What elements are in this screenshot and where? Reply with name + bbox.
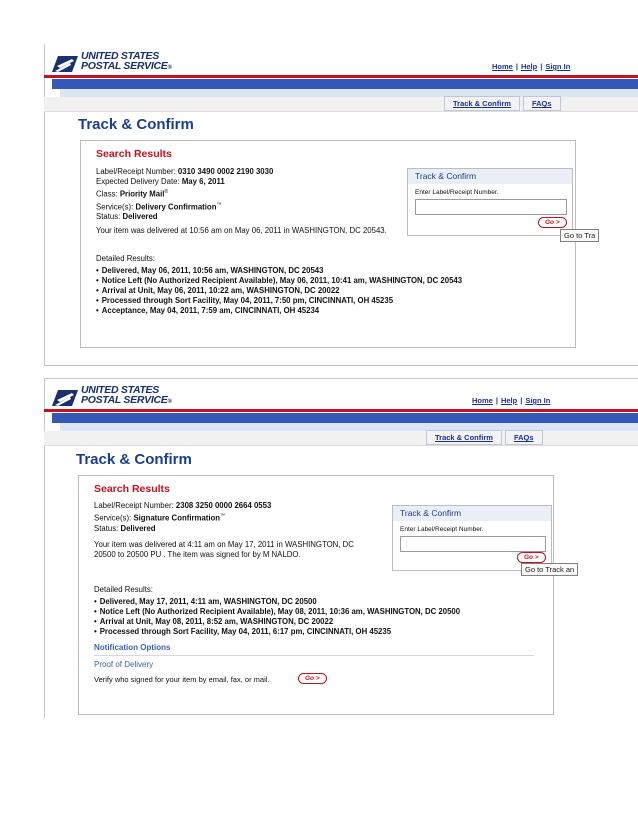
track-confirm-box bbox=[392, 505, 552, 571]
detailed-results-list bbox=[94, 597, 460, 637]
usps-logo[interactable] bbox=[52, 386, 172, 407]
class-value: Priority Mail bbox=[119, 189, 165, 199]
tab-track-confirm[interactable]: Track & Confirm bbox=[426, 430, 502, 445]
link-separator: | bbox=[540, 62, 543, 71]
detail-item: • Processed through Sort Facility, May 04, 2011, 7:50 pm, CINCINNATI, OH 45235 bbox=[96, 296, 462, 306]
tab-faqs[interactable]: FAQs bbox=[505, 430, 543, 445]
logo-line-1: UNITED STATES bbox=[81, 50, 159, 62]
label-prefix: Label/Receipt Number: bbox=[94, 501, 176, 510]
class-mark: ® bbox=[164, 189, 169, 195]
logo-mark: ® bbox=[167, 398, 172, 405]
link-separator: | bbox=[495, 396, 498, 405]
tooltip: Go to Tra bbox=[560, 229, 599, 242]
screenshot-1 bbox=[0, 44, 638, 366]
services-prefix: Service(s): bbox=[94, 513, 134, 523]
label-prefix: Label/Receipt Number: bbox=[96, 167, 178, 176]
detail-item: • Delivered, May 17, 2011, 4:11 am, WASHINGTON, DC 20500 bbox=[94, 597, 460, 607]
label-number-prompt: Enter Label/Receipt Number. bbox=[415, 189, 499, 196]
logo-line-2: POSTAL SERVICE bbox=[81, 393, 168, 406]
detail-item: • Processed through Sort Facility, May 04, 2011, 6:17 pm, CINCINNATI, OH 45235 bbox=[94, 627, 460, 637]
red-stripe bbox=[44, 75, 638, 78]
window-edge-top bbox=[44, 378, 638, 379]
nav-bar bbox=[44, 431, 638, 446]
delivered-message: Your item was delivered at 10:56 am on May 06, 2011 in WASHINGTON, DC 20543. bbox=[96, 226, 387, 235]
nav-tabs bbox=[444, 96, 561, 111]
top-links bbox=[492, 62, 570, 71]
label-number: 2308 3250 0000 2664 0553 bbox=[175, 501, 272, 510]
status-value: Delivered bbox=[122, 212, 158, 222]
search-results-title: Search Results bbox=[96, 148, 172, 160]
search-results-title: Search Results bbox=[94, 483, 170, 495]
detail-item: • Notice Left (No Authorized Recipient Available), May 08, 2011, 10:36 am, WASHINGTON, DC 20500 bbox=[94, 607, 460, 617]
window-edge-bottom bbox=[44, 365, 638, 366]
notification-options-heading[interactable]: Notification Options bbox=[94, 643, 171, 652]
services-mark: ™ bbox=[216, 201, 222, 208]
tab-track-confirm[interactable]: Track & Confirm bbox=[444, 96, 520, 111]
detail-item: • Notice Left (No Authorized Recipient Available), May 06, 2011, 10:41 am, WASHINGTON, DC 20543 bbox=[96, 276, 462, 286]
eagle-icon bbox=[52, 54, 78, 72]
track-confirm-box bbox=[407, 168, 573, 236]
logo-mark: ® bbox=[167, 64, 172, 71]
detailed-results-list bbox=[96, 266, 462, 316]
help-link[interactable]: Help bbox=[520, 62, 538, 71]
usps-logo[interactable] bbox=[52, 52, 172, 73]
logo-line-2: POSTAL SERVICE bbox=[81, 59, 168, 72]
delivered-message: Your item was delivered at 4:11 am on May 17, 2011 in WASHINGTON, DC 20500 to 20500 PU . The item was signed for by M NALDO. bbox=[94, 540, 354, 559]
home-link[interactable]: Home bbox=[472, 396, 493, 405]
tooltip: Go to Track an bbox=[521, 563, 578, 576]
class-prefix: Class: bbox=[96, 189, 120, 199]
link-separator: | bbox=[520, 396, 523, 405]
status-prefix: Status: bbox=[94, 523, 121, 533]
blue-stripe bbox=[52, 79, 638, 89]
services-prefix: Service(s): bbox=[96, 202, 136, 212]
expected-date: May 6, 2011 bbox=[181, 177, 225, 186]
label-number-input[interactable] bbox=[400, 536, 546, 552]
nav-tabs bbox=[426, 430, 543, 445]
detail-item: • Arrival at Unit, May 06, 2011, 10:22 am, WASHINGTON, DC 20022 bbox=[96, 286, 462, 296]
proof-of-delivery-link[interactable]: Proof of Delivery bbox=[94, 660, 154, 669]
detail-item: • Arrival at Unit, May 08, 2011, 8:52 am, WASHINGTON, DC 20022 bbox=[94, 617, 460, 627]
window-edge bbox=[44, 378, 45, 718]
track-confirm-box-title: Track & Confirm bbox=[408, 169, 572, 184]
services-value: Delivery Confirmation bbox=[135, 202, 217, 212]
red-stripe bbox=[44, 409, 638, 412]
page-title: Track & Confirm bbox=[78, 116, 194, 133]
result-summary bbox=[96, 167, 273, 222]
detailed-results-heading: Detailed Results: bbox=[94, 585, 153, 594]
go-button[interactable]: Go > bbox=[517, 552, 546, 563]
result-summary bbox=[94, 501, 271, 534]
go-button[interactable]: Go > bbox=[298, 673, 327, 684]
status-prefix: Status: bbox=[96, 212, 123, 222]
detailed-results-heading: Detailed Results: bbox=[96, 254, 155, 263]
go-button[interactable]: Go > bbox=[538, 217, 567, 228]
blue-stripe bbox=[52, 413, 638, 423]
home-link[interactable]: Home bbox=[492, 62, 513, 71]
help-link[interactable]: Help bbox=[500, 396, 518, 405]
tab-faqs[interactable]: FAQs bbox=[523, 96, 561, 111]
track-confirm-box-title: Track & Confirm bbox=[393, 506, 551, 521]
sign-in-link[interactable]: Sign In bbox=[545, 62, 571, 71]
eagle-icon bbox=[52, 388, 78, 406]
verify-text: Verify who signed for your item by email, fax, or mail. bbox=[94, 675, 270, 684]
label-number-input[interactable] bbox=[415, 199, 567, 215]
screenshot-2 bbox=[0, 378, 638, 718]
top-links bbox=[472, 396, 550, 405]
services-value: Signature Confirmation bbox=[133, 513, 221, 523]
link-separator: | bbox=[515, 62, 518, 71]
expected-prefix: Expected Delivery Date: bbox=[96, 177, 182, 186]
detail-item: • Delivered, May 06, 2011, 10:56 am, WASHINGTON, DC 20543 bbox=[96, 266, 462, 276]
light-blue-stripe bbox=[60, 423, 638, 431]
sign-in-link[interactable]: Sign In bbox=[525, 396, 551, 405]
label-number: 0310 3490 0002 2190 3030 bbox=[177, 167, 274, 176]
services-mark: ™ bbox=[220, 513, 226, 519]
window-edge bbox=[44, 44, 45, 366]
detail-item: • Acceptance, May 04, 2011, 7:59 am, CINCINNATI, OH 45234 bbox=[96, 306, 462, 316]
page-title: Track & Confirm bbox=[76, 451, 192, 468]
section-divider bbox=[94, 655, 534, 656]
status-value: Delivered bbox=[120, 523, 156, 533]
logo-line-1: UNITED STATES bbox=[81, 384, 159, 396]
label-number-prompt: Enter Label/Receipt Number. bbox=[400, 526, 484, 533]
